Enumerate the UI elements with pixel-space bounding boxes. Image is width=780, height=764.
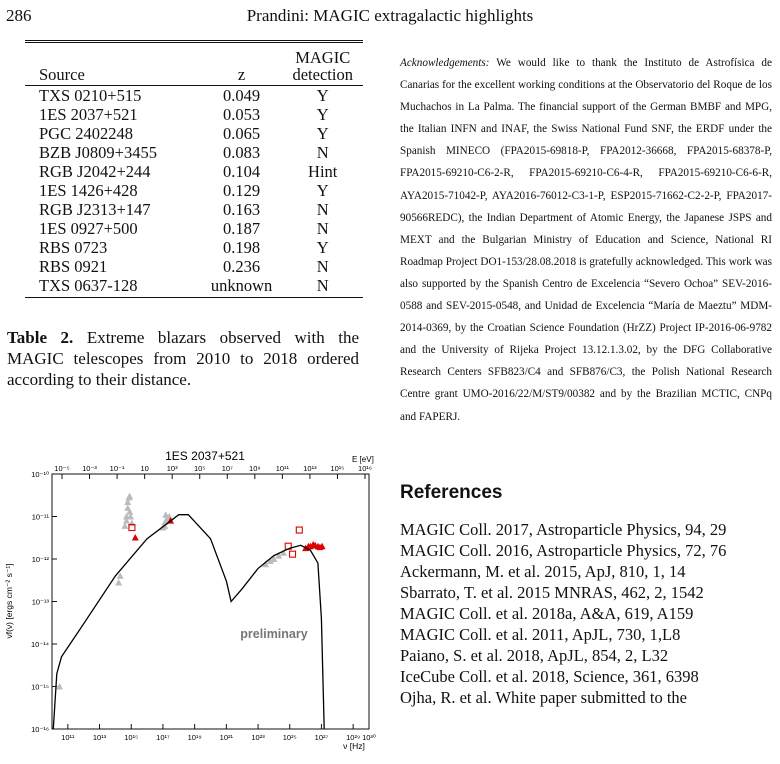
table-row bbox=[25, 181, 363, 200]
cell-z: 0.187 bbox=[223, 219, 261, 238]
model-curve bbox=[53, 515, 324, 729]
top-tick-label: 10¹³ bbox=[303, 464, 317, 473]
y-tick-label: 10⁻¹³ bbox=[31, 597, 49, 607]
data-point-triangle bbox=[132, 534, 139, 541]
reference-item: Ojha, R. et al. White paper submitted to the bbox=[400, 688, 688, 707]
sed-chart bbox=[0, 445, 380, 764]
table-row bbox=[25, 219, 363, 238]
data-point-triangle bbox=[126, 493, 133, 500]
x-tick-label: 10³⁰ bbox=[362, 733, 376, 742]
cell-detection: N bbox=[282, 276, 363, 298]
references-list bbox=[400, 519, 772, 708]
data-point-triangle bbox=[162, 511, 169, 518]
cell-source: RBS 0921 bbox=[39, 257, 108, 276]
y-tick-label: 10⁻¹² bbox=[31, 555, 49, 564]
cell-detection: Y bbox=[316, 124, 329, 143]
y-tick-label: 10⁻¹⁵ bbox=[31, 682, 49, 692]
table-header-source: Source bbox=[25, 66, 201, 86]
x-tick-label: 10²⁷ bbox=[314, 733, 329, 742]
top-tick-label: 10¹⁵ bbox=[330, 464, 345, 473]
y-tick-label: 10⁻¹⁶ bbox=[31, 725, 49, 734]
cell-source: BZB J0809+3455 bbox=[39, 143, 157, 162]
cell-detection: Y bbox=[316, 238, 329, 257]
table-header-spacer bbox=[25, 42, 201, 67]
table-row bbox=[25, 238, 363, 257]
reference-item: Paiano, S. et al. 2018, ApJL, 854, 2, L32 bbox=[400, 646, 669, 665]
ack-text: We would like to thank the Instituto de Astrofísica de Canarias for the excellent working conditions at the Observatorio del Roque de los Muchachos in La Palma. The financial support of the German BMBF and MPG, the Italian INFN and INAF, the Swiss National Fund SNF, the ERDF under the Spanish MINECO (FPA2015-69818-P, FPA2012-36668, FPA2015-68378-P, FPA2015-69210-C6-2-R, FPA2015-69210-C6-4-R, FPA2015-69210-C6-6-R, AYA2015-71042-P, AYA2016-76012-C3-1-P, ESP2015-71662-C2-2-P, FPA201790566REDC), the Indian Department of Atomic Energy, the Japanese JSPS and MEXT and the Bulgarian Ministry of Education and Science, National RI Roadmap Project DO1-153/28.08.2018 is gratefully acknowledged. This work was also supported by the Spanish Centro de Excelencia “Severo Ochoa” SEV-2016-0588 and SEV-2015-0548, and Unidad de Excelencia “María de Maeztu” MDM-2014-0369, by the Croatian Science Foundation (HrZZ) Project IP-2016-06-9782 and the University of Rijeka Project 13.12.1.3.02, by the DFG Collaborative Research Centers SFB823/C4 and SFB876/C3, the Polish National Research Centre grant UMO-2016/22/M/ST9/00382 and by the Brazilian MCTIC, CNPq and FAPERJ. bbox=[400, 57, 772, 423]
table-row bbox=[25, 276, 363, 298]
data-point-square bbox=[290, 551, 296, 557]
reference-item: Sbarrato, T. et al. 2015 MNRAS, 462, 2, 1542 bbox=[400, 583, 704, 602]
cell-source: 1ES 1426+428 bbox=[39, 181, 138, 200]
top-tick-label: 10⁻³ bbox=[82, 464, 97, 473]
top-axis-label: E [eV] bbox=[352, 455, 374, 464]
cell-z: 0.083 bbox=[223, 143, 261, 162]
acknowledgements bbox=[400, 52, 772, 428]
top-tick-label: 10¹¹ bbox=[275, 464, 290, 473]
top-tick-label: 10 bbox=[140, 464, 149, 473]
cell-detection: N bbox=[316, 257, 329, 276]
table-header-detection: detection bbox=[282, 66, 363, 86]
cell-source: RGB J2313+147 bbox=[39, 200, 151, 219]
reference-item: MAGIC Coll. et al. 2011, ApJL, 730, 1,L8 bbox=[400, 625, 681, 644]
cell-z: 0.129 bbox=[223, 181, 261, 200]
cell-source: RBS 0723 bbox=[39, 238, 108, 257]
blazar-table bbox=[25, 40, 363, 298]
cell-detection: Y bbox=[316, 181, 329, 200]
x-tick-label: 10²⁹ bbox=[346, 733, 361, 742]
x-tick-label: 10¹⁹ bbox=[187, 733, 202, 742]
top-tick-label: 10⁵ bbox=[194, 464, 206, 473]
table-row bbox=[25, 86, 363, 106]
x-tick-label: 10²¹ bbox=[219, 733, 234, 742]
cell-source: TXS 0210+515 bbox=[39, 86, 142, 105]
page-number: 286 bbox=[6, 6, 32, 25]
cell-z: 0.163 bbox=[223, 200, 261, 219]
table-caption bbox=[7, 327, 359, 390]
ack-label: Acknowledgements: bbox=[400, 57, 490, 69]
annotation-preliminary: preliminary bbox=[240, 627, 308, 641]
data-point-triangle bbox=[115, 579, 122, 586]
table-header-magic: MAGIC bbox=[282, 42, 363, 67]
x-tick-label: 10¹⁷ bbox=[156, 733, 170, 742]
top-tick-label: 10⁹ bbox=[249, 464, 261, 473]
reference-item: MAGIC Coll. 2017, Astroparticle Physics, 94, 29 bbox=[400, 520, 727, 539]
cell-source: 1ES 2037+521 bbox=[39, 105, 138, 124]
table-header-spacer bbox=[201, 42, 283, 67]
table-caption-label: Table 2. bbox=[7, 328, 74, 347]
cell-detection: N bbox=[316, 219, 329, 238]
data-point-square bbox=[296, 527, 302, 533]
cell-z: 0.198 bbox=[223, 238, 261, 257]
cell-detection: Y bbox=[316, 86, 329, 105]
x-tick-label: 10¹¹ bbox=[61, 733, 75, 742]
table-header-z: z bbox=[201, 66, 283, 86]
y-axis-label: νf(ν) [ergs cm⁻² s⁻¹] bbox=[4, 563, 14, 639]
table-row bbox=[25, 257, 363, 276]
references-title: References bbox=[400, 482, 503, 503]
cell-z: 0.065 bbox=[223, 124, 261, 143]
table-row bbox=[25, 162, 363, 181]
running-header: Prandini: MAGIC extragalactic highlights bbox=[246, 6, 534, 25]
top-tick-label: 10¹⁶ bbox=[358, 464, 372, 473]
cell-detection: N bbox=[316, 200, 329, 219]
x-tick-label: 10¹⁵ bbox=[124, 733, 139, 742]
cell-z: 0.049 bbox=[223, 86, 261, 105]
y-tick-label: 10⁻¹¹ bbox=[31, 512, 49, 522]
cell-z: 0.053 bbox=[223, 105, 261, 124]
x-tick-label: 10²³ bbox=[251, 733, 265, 742]
y-tick-label: 10⁻¹⁰ bbox=[31, 470, 49, 479]
cell-detection: Hint bbox=[308, 162, 338, 181]
cell-z: 0.104 bbox=[223, 162, 261, 181]
chart-title: 1ES 2037+521 bbox=[165, 449, 245, 463]
cell-source: RGB J2042+244 bbox=[39, 162, 151, 181]
x-tick-label: 10²⁵ bbox=[282, 733, 297, 742]
x-axis-label: ν [Hz] bbox=[343, 741, 365, 751]
table-row bbox=[25, 124, 363, 143]
cell-z: unknown bbox=[201, 276, 283, 298]
table-caption-text: Extreme blazars observed with the MAGIC telescopes from 2010 to 2018 ordered according to their distance. bbox=[7, 328, 359, 389]
top-tick-label: 10⁻¹ bbox=[109, 464, 125, 473]
top-tick-label: 10³ bbox=[166, 464, 178, 473]
top-tick-label: 10⁷ bbox=[221, 464, 233, 473]
data-point-triangle bbox=[56, 683, 63, 690]
reference-item: IceCube Coll. et al. 2018, Science, 361, 6398 bbox=[400, 667, 699, 686]
plot-frame bbox=[52, 474, 369, 729]
cell-z: 0.236 bbox=[223, 257, 261, 276]
x-tick-label: 10¹³ bbox=[92, 733, 107, 742]
reference-item: Ackermann, M. et al. 2015, ApJ, 810, 1, 14 bbox=[400, 562, 686, 581]
cell-source: TXS 0637-128 bbox=[25, 276, 201, 298]
cell-detection: N bbox=[316, 143, 329, 162]
table-row bbox=[25, 105, 363, 124]
y-tick-label: 10⁻¹⁴ bbox=[30, 640, 49, 649]
cell-source: PGC 2402248 bbox=[39, 124, 133, 143]
reference-item: MAGIC Coll. 2016, Astroparticle Physics, 72, 76 bbox=[400, 541, 727, 560]
cell-source: 1ES 0927+500 bbox=[39, 219, 138, 238]
table-row bbox=[25, 200, 363, 219]
top-tick-label: 10⁻⁵ bbox=[54, 464, 70, 473]
cell-detection: Y bbox=[316, 105, 329, 124]
table-row bbox=[25, 143, 363, 162]
reference-item: MAGIC Coll. et al. 2018a, A&A, 619, A159 bbox=[400, 604, 694, 623]
